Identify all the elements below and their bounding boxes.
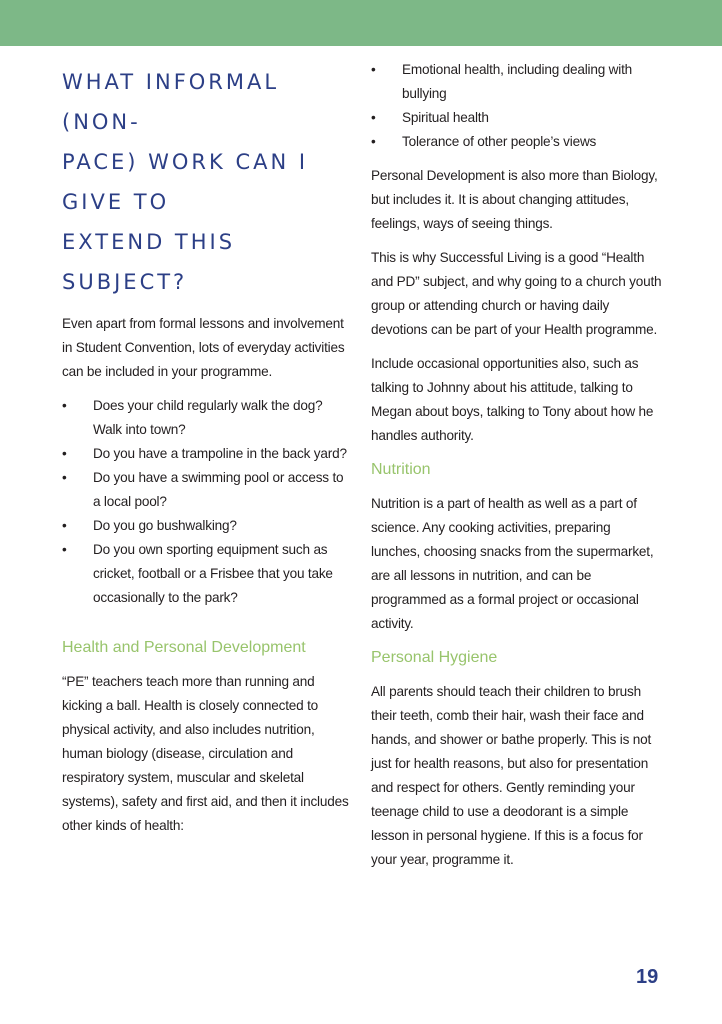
list-item <box>371 106 663 130</box>
bullet-icon: • <box>371 62 376 77</box>
list-item-text: Spiritual health <box>402 110 489 125</box>
heading-line-2: PACE) WORK CAN I GIVE TO <box>62 150 309 214</box>
right-column <box>371 58 663 882</box>
health-pd-subheading: Health and Personal Development <box>62 639 306 656</box>
list-item <box>62 514 352 538</box>
bullet-icon: • <box>62 446 67 461</box>
nutrition-paragraph: Nutrition is a part of health as well as a part of science. Any cooking activities, preparing lunches, choosing snacks from the supermarket, are all lessons in nutrition, and can be programmed as a formal project or occasional activity. <box>371 496 654 631</box>
bullet-icon: • <box>62 542 67 557</box>
list-item <box>371 130 663 154</box>
hygiene-subheading: Personal Hygiene <box>371 649 498 666</box>
pd-paragraph: Personal Development is also more than Biology, but includes it. It is about changing attitudes, feelings, ways of seeing things. <box>371 168 658 231</box>
header-band <box>0 0 722 46</box>
list-item-text: Does your child regularly walk the dog? Walk into town? <box>93 398 323 437</box>
list-item <box>62 466 352 514</box>
activities-list <box>62 394 352 610</box>
list-item <box>62 442 352 466</box>
bullet-icon: • <box>371 134 376 149</box>
heading-line-3: EXTEND THIS SUBJECT? <box>62 230 236 294</box>
list-item-text: Tolerance of other people’s views <box>402 134 597 149</box>
health-pd-paragraph: “PE” teachers teach more than running and kicking a ball. Health is closely connected to physical activity, and also includes nutrition, human biology (disease, circulation and respiratory system, muscular and skeletal systems), safety and first aid, and then it includes other kinds of health: <box>62 674 349 833</box>
bullet-icon: • <box>62 518 67 533</box>
list-item <box>62 394 352 442</box>
section-heading <box>62 62 352 302</box>
successful-living-paragraph: This is why Successful Living is a good “Health and PD” subject, and why going to a church youth group or attending church or having daily devotions can be part of your Health programme. <box>371 250 662 337</box>
list-item-text: Do you have a trampoline in the back yard? <box>93 446 347 461</box>
list-item-text: Do you go bushwalking? <box>93 518 237 533</box>
intro-paragraph: Even apart from formal lessons and involvement in Student Convention, lots of everyday activities can be included in your programme. <box>62 316 345 379</box>
left-column <box>62 62 352 848</box>
hygiene-paragraph: All parents should teach their children to brush their teeth, comb their hair, wash their face and hands, and shower or bathe properly. This is not just for health reasons, but also for presentation and respect for others. Gently reminding your teenage child to use a deodorant is a simple lesson in personal hygiene. If this is a focus for your year, programme it. <box>371 684 652 867</box>
bullet-icon: • <box>62 470 67 485</box>
list-item <box>371 58 663 106</box>
health-kinds-list <box>371 58 663 154</box>
page-number: 19 <box>636 966 659 988</box>
list-item-text: Emotional health, including dealing with bullying <box>402 62 633 101</box>
heading-line-1: WHAT INFORMAL (NON- <box>62 70 280 134</box>
occasional-opportunities-paragraph: Include occasional opportunities also, such as talking to Johnny about his attitude, talking to Megan about boys, talking to Tony about how he handles authority. <box>371 356 654 443</box>
bullet-icon: • <box>62 398 67 413</box>
list-item-text: Do you own sporting equipment such as cricket, football or a Frisbee that you take occasionally to the park? <box>93 542 333 605</box>
list-item <box>62 538 352 610</box>
bullet-icon: • <box>371 110 376 125</box>
list-item-text: Do you have a swimming pool or access to a local pool? <box>93 470 344 509</box>
nutrition-subheading: Nutrition <box>371 461 431 478</box>
